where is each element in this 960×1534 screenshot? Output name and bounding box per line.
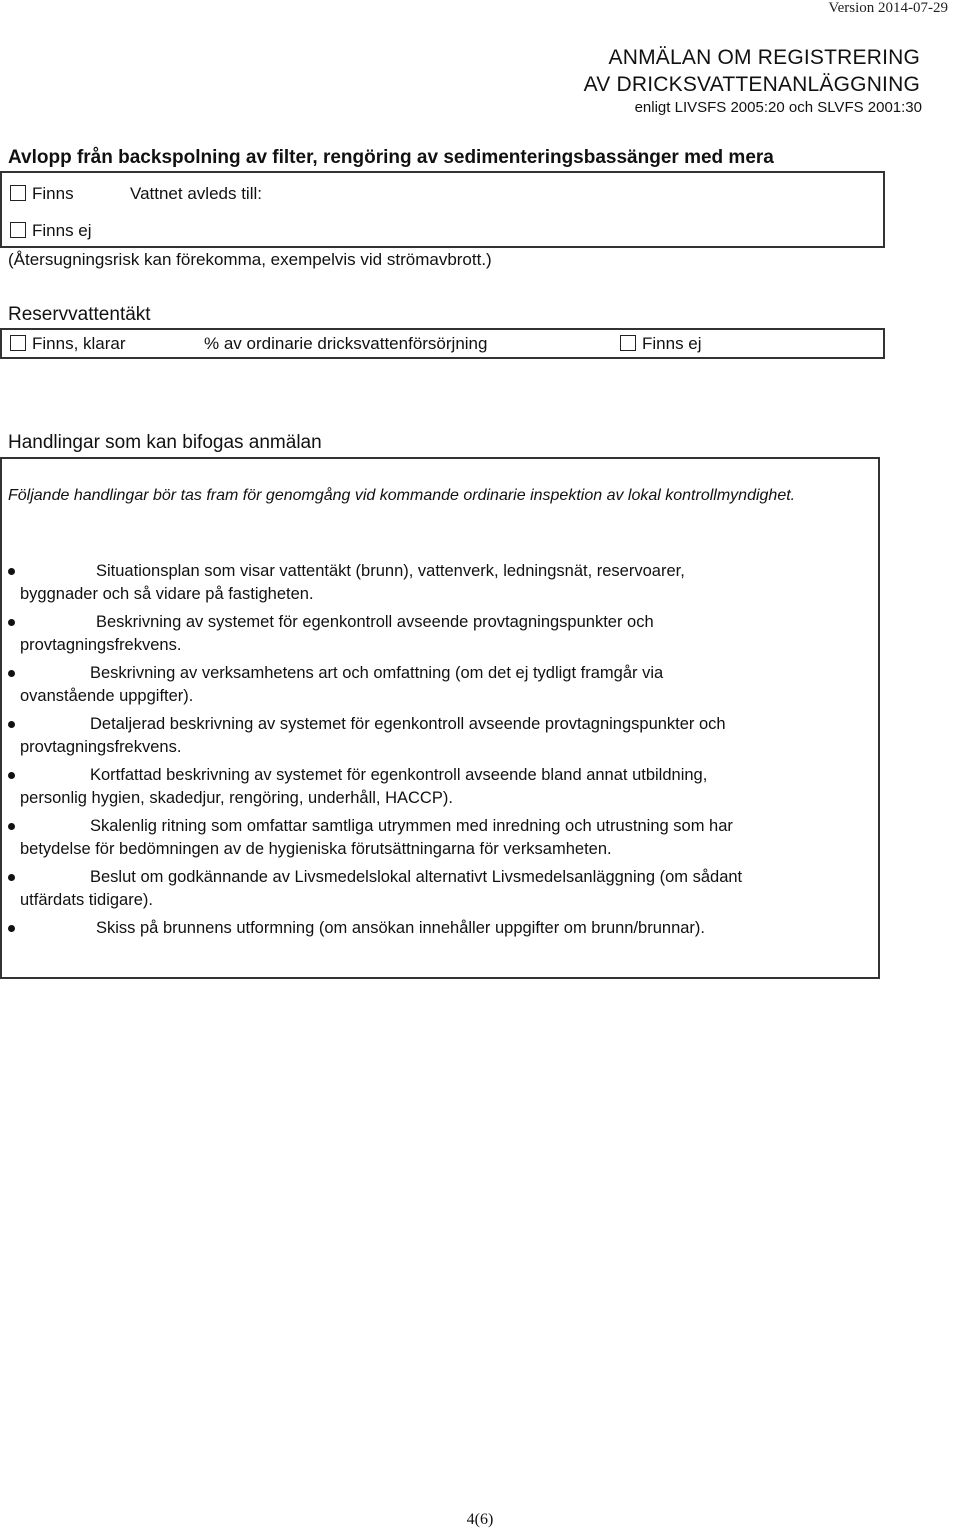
- aterugningsrisk-note: (Återsugningsrisk kan förekomma, exempelvis vid strömavbrott.): [8, 250, 492, 269]
- reserv-finns-ej-checkbox[interactable]: [620, 335, 636, 351]
- list-item-line1: Skalenlig ritning som omfattar samtliga utrymmen med inredning och utrustning som har: [90, 817, 733, 835]
- handlingar-list: [8, 560, 848, 945]
- list-item: [8, 917, 848, 940]
- avlopp-heading: Avlopp från backspolning av filter, rengöring av sedimenteringsbassänger med mera: [8, 147, 774, 168]
- bullet-icon: [8, 874, 15, 881]
- list-item-line1: Kortfattad beskrivning av systemet för egenkontroll avseende bland annat utbildning,: [90, 766, 708, 784]
- reserv-finns-ej-label: Finns ej: [642, 334, 702, 353]
- avlopp-finns-ej-label: Finns ej: [32, 221, 92, 240]
- list-item: [8, 713, 848, 759]
- document-title-line-2: AV DRICKSVATTENANLÄGGNING: [583, 73, 920, 96]
- handlingar-intro: Följande handlingar bör tas fram för genomgång vid kommande ordinarie inspektion av lokal kontrollmyndighet.: [8, 487, 796, 504]
- reserv-finns-option[interactable]: [10, 334, 126, 354]
- document-title-line-1: ANMÄLAN OM REGISTRERING: [608, 46, 920, 69]
- avlopp-finns-option[interactable]: [10, 184, 74, 204]
- bullet-icon: [8, 721, 15, 728]
- list-item: [8, 866, 848, 912]
- list-item: [8, 764, 848, 810]
- vattnet-avleds-label: Vattnet avleds till:: [130, 184, 262, 203]
- list-item-line1: Detaljerad beskrivning av systemet för egenkontroll avseende provtagningspunkter och: [90, 715, 726, 733]
- list-item-line1: Beskrivning av verksamhetens art och omfattning (om det ej tydligt framgår via: [90, 664, 664, 682]
- bullet-icon: [8, 619, 15, 626]
- reserv-finns-label: Finns, klarar: [32, 334, 126, 353]
- list-item-line2: utfärdats tidigare).: [20, 891, 153, 909]
- reserv-finns-ej-option[interactable]: [620, 334, 702, 354]
- list-item-line2: ovanstående uppgifter).: [20, 687, 194, 705]
- list-item: [8, 662, 848, 708]
- list-item-line2: personlig hygien, skadedjur, rengöring, underhåll, HACCP).: [20, 789, 453, 807]
- version-label: Version 2014-07-29: [828, 0, 948, 16]
- list-item: [8, 611, 848, 657]
- list-item: [8, 560, 848, 606]
- list-item-line2: betydelse för bedömningen av de hygieniska förutsättningarna för verksamheten.: [20, 840, 612, 858]
- bullet-icon: [8, 925, 15, 932]
- bullet-icon: [8, 670, 15, 677]
- list-item-line1: Situationsplan som visar vattentäkt (brunn), vattenverk, ledningsnät, reservoarer,: [96, 562, 685, 580]
- avlopp-finns-ej-checkbox[interactable]: [10, 222, 26, 238]
- list-item-line2: provtagningsfrekvens.: [20, 738, 182, 756]
- bullet-icon: [8, 568, 15, 575]
- avlopp-box: [0, 171, 885, 248]
- page-number: 4(6): [466, 1511, 494, 1528]
- avlopp-finns-ej-option[interactable]: [10, 221, 92, 241]
- handlingar-heading: Handlingar som kan bifogas anmälan: [8, 432, 322, 453]
- bullet-icon: [8, 772, 15, 779]
- list-item-line2: provtagningsfrekvens.: [20, 636, 182, 654]
- reserv-finns-checkbox[interactable]: [10, 335, 26, 351]
- list-item: [8, 815, 848, 861]
- avlopp-finns-checkbox[interactable]: [10, 185, 26, 201]
- avlopp-finns-label: Finns: [32, 184, 74, 203]
- reservvattentakt-heading: Reservvattentäkt: [8, 304, 151, 325]
- document-subtitle: enligt LIVSFS 2005:20 och SLVFS 2001:30: [634, 99, 922, 116]
- list-item-line1: Beslut om godkännande av Livsmedelslokal alternativt Livsmedelsanläggning (om sådant: [90, 868, 743, 886]
- list-item-line1: Beskrivning av systemet för egenkontroll avseende provtagningspunkter och: [96, 613, 654, 631]
- bullet-icon: [8, 823, 15, 830]
- list-item-line2: byggnader och så vidare på fastigheten.: [20, 585, 314, 603]
- list-item-line1: Skiss på brunnens utformning (om ansökan innehåller uppgifter om brunn/brunnar).: [96, 919, 706, 937]
- reserv-percent-label: % av ordinarie dricksvattenförsörjning: [204, 334, 488, 353]
